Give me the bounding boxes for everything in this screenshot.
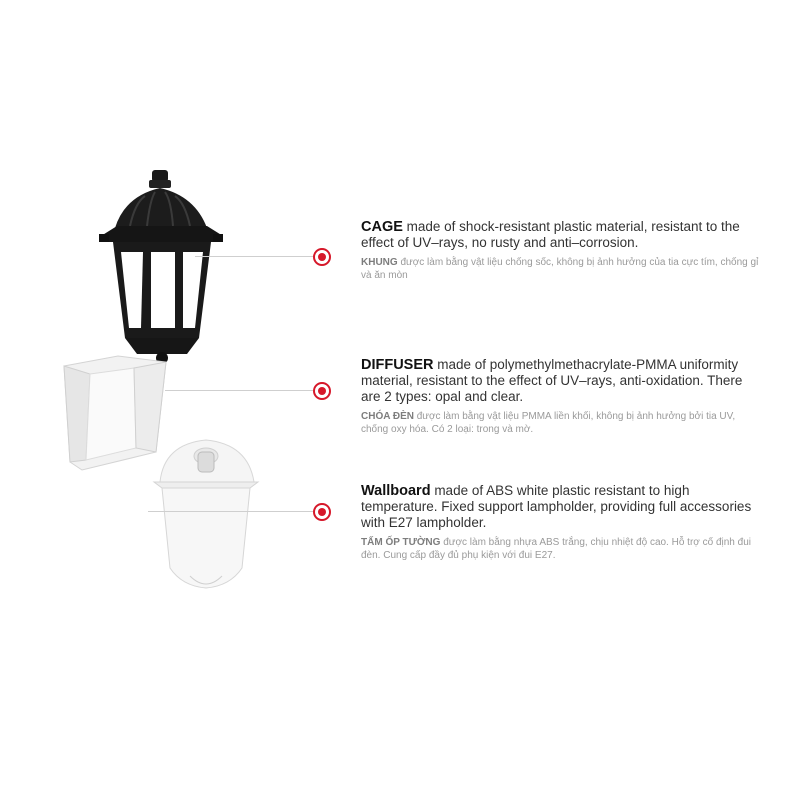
feature-wallboard-en-text: made of ABS white plastic resistant to high temperature. Fixed support lampholder, providing full accessories with E27 lampholder. xyxy=(361,483,752,530)
feature-diffuser-vi-key: CHÓA ĐÈN xyxy=(361,411,414,422)
feature-wallboard-vi xyxy=(361,536,761,562)
diffuser-marker-icon[interactable] xyxy=(313,382,331,400)
feature-cage-vi-text: được làm bằng vật liệu chống sốc, không bị ảnh hưởng của tia cực tím, chống gỉ và ăn mòn xyxy=(361,257,759,281)
feature-diffuser-vi-text: được làm bằng vật liệu PMMA liền khối, không bị ảnh hưởng bởi tia UV, chống oxy hóa. Có 2 loại: trong và mờ. xyxy=(361,411,736,435)
feature-diffuser xyxy=(361,357,761,436)
feature-diffuser-vi xyxy=(361,410,761,436)
feature-cage-en-text: made of shock-resistant plastic material, resistant to the effect of UV–rays, no rusty and anti–corrosion. xyxy=(361,219,740,250)
cage-image xyxy=(95,168,230,368)
wallboard-leader-line xyxy=(148,511,313,512)
feature-cage xyxy=(361,219,761,282)
feature-wallboard-en-key: Wallboard xyxy=(361,483,431,499)
feature-cage-vi-key: KHUNG xyxy=(361,257,398,268)
feature-wallboard-en xyxy=(361,483,761,531)
feature-diffuser-en-text: made of polymethylmethacrylate-PMMA uniformity material, resistant to the effect of UV–rays, anti-oxidation. There are 2 types: opal and clear. xyxy=(361,357,743,404)
feature-diffuser-en xyxy=(361,357,761,405)
wallboard-image xyxy=(150,436,262,594)
feature-cage-en xyxy=(361,219,761,251)
feature-wallboard-vi-text: được làm bằng nhựa ABS trắng, chịu nhiệt độ cao. Hỗ trợ cố định đui đèn. Cung cấp đầy đủ phụ kiện với đui E27. xyxy=(361,537,751,561)
wallboard-marker-icon[interactable] xyxy=(313,503,331,521)
feature-cage-vi xyxy=(361,256,761,282)
feature-wallboard-vi-key: TẤM ỐP TƯỜNG xyxy=(361,537,441,548)
feature-diffuser-en-key: DIFFUSER xyxy=(361,357,434,373)
cage-leader-line xyxy=(195,256,313,257)
feature-cage-en-key: CAGE xyxy=(361,219,403,235)
diffuser-leader-line xyxy=(165,390,313,391)
cage-marker-icon[interactable] xyxy=(313,248,331,266)
feature-wallboard xyxy=(361,483,761,562)
